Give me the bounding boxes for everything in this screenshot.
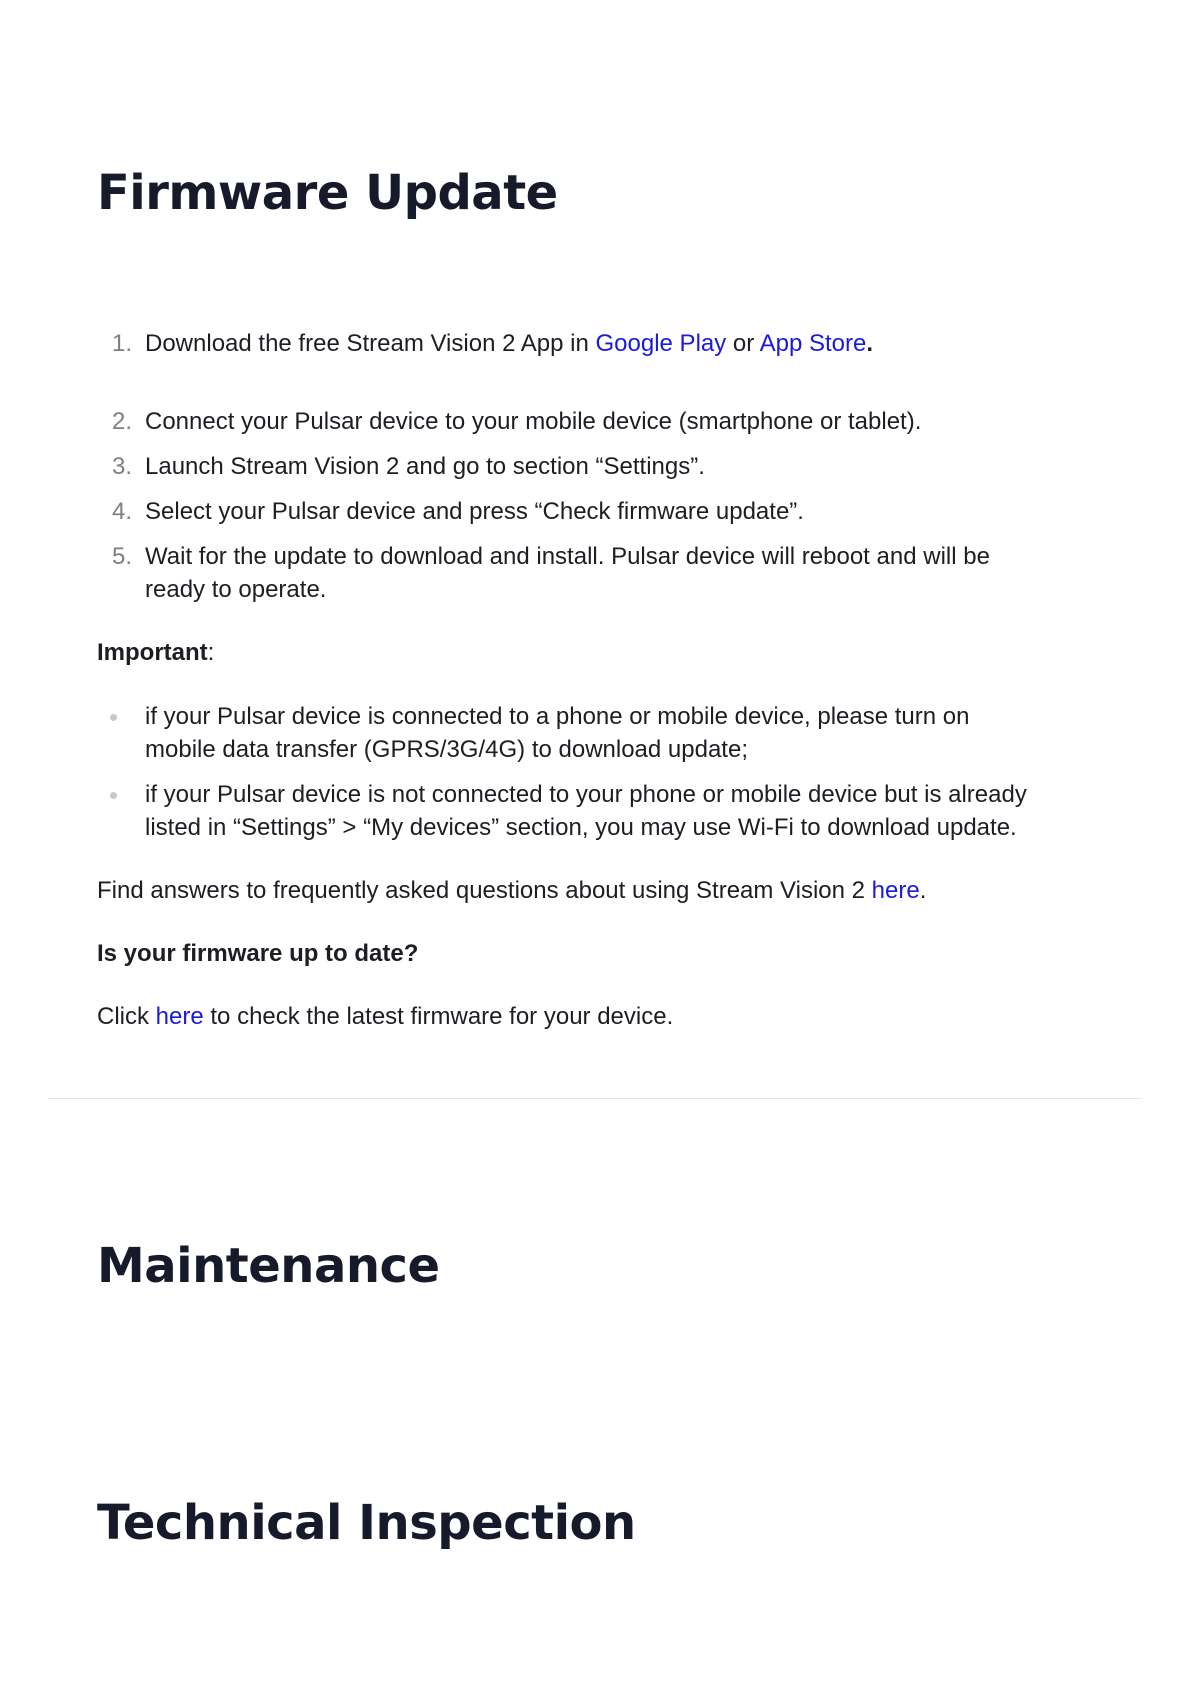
maintenance-title: Maintenance [97,1238,440,1294]
bullet-dot [110,714,117,721]
important-word: Important [97,639,208,666]
step-1-text [145,327,873,360]
step-number: 2. [111,408,132,435]
click-paragraph [97,1000,673,1033]
bullet-dot [110,792,117,799]
step-number: 3. [111,453,132,480]
google-play-link[interactable]: Google Play [595,330,727,357]
bullet-2-line2: listed in “Settings” > “My devices” section, you may use Wi-Fi to download update. [145,814,1017,841]
step-number: 4. [111,498,132,525]
step-number: 1. [111,330,132,357]
firmware-update-title: Firmware Update [97,165,558,221]
faq-text: Find answers to frequently asked questions about using Stream Vision 2 [97,877,872,904]
click-text: Click [97,1003,156,1030]
click-suffix: to check the latest firmware for your device. [203,1003,674,1030]
step-5-text-line1: Wait for the update to download and install. Pulsar device will reboot and will be [145,543,990,570]
section-divider [48,1098,1142,1099]
bullet-1-line2: mobile data transfer (GPRS/3G/4G) to download update; [145,736,748,763]
technical-inspection-title: Technical Inspection [97,1495,636,1551]
step-1-or: or [726,330,760,357]
step-1-period: . [866,330,874,357]
step-5-text-line2: ready to operate. [145,576,327,603]
step-2-text: Connect your Pulsar device to your mobile device (smartphone or tablet). [145,408,922,435]
bullet-1-line1: if your Pulsar device is connected to a phone or mobile device, please turn on [145,703,970,730]
step-1-prefix: Download the free Stream Vision 2 App in [145,330,596,357]
app-store-link[interactable]: App Store [759,330,867,357]
important-colon: : [207,639,215,666]
firmware-here-link[interactable]: here [155,1003,204,1030]
step-number: 5. [111,543,132,570]
faq-here-link[interactable]: here [871,877,920,904]
step-4-text: Select your Pulsar device and press “Check firmware update”. [145,498,804,525]
important-label [97,636,214,669]
bullet-2-line1: if your Pulsar device is not connected to your phone or mobile device but is already [145,781,1027,808]
uptodate-heading: Is your firmware up to date? [97,940,419,967]
faq-paragraph [97,874,926,907]
faq-period: . [919,877,927,904]
step-3-text: Launch Stream Vision 2 and go to section “Settings”. [145,453,705,480]
